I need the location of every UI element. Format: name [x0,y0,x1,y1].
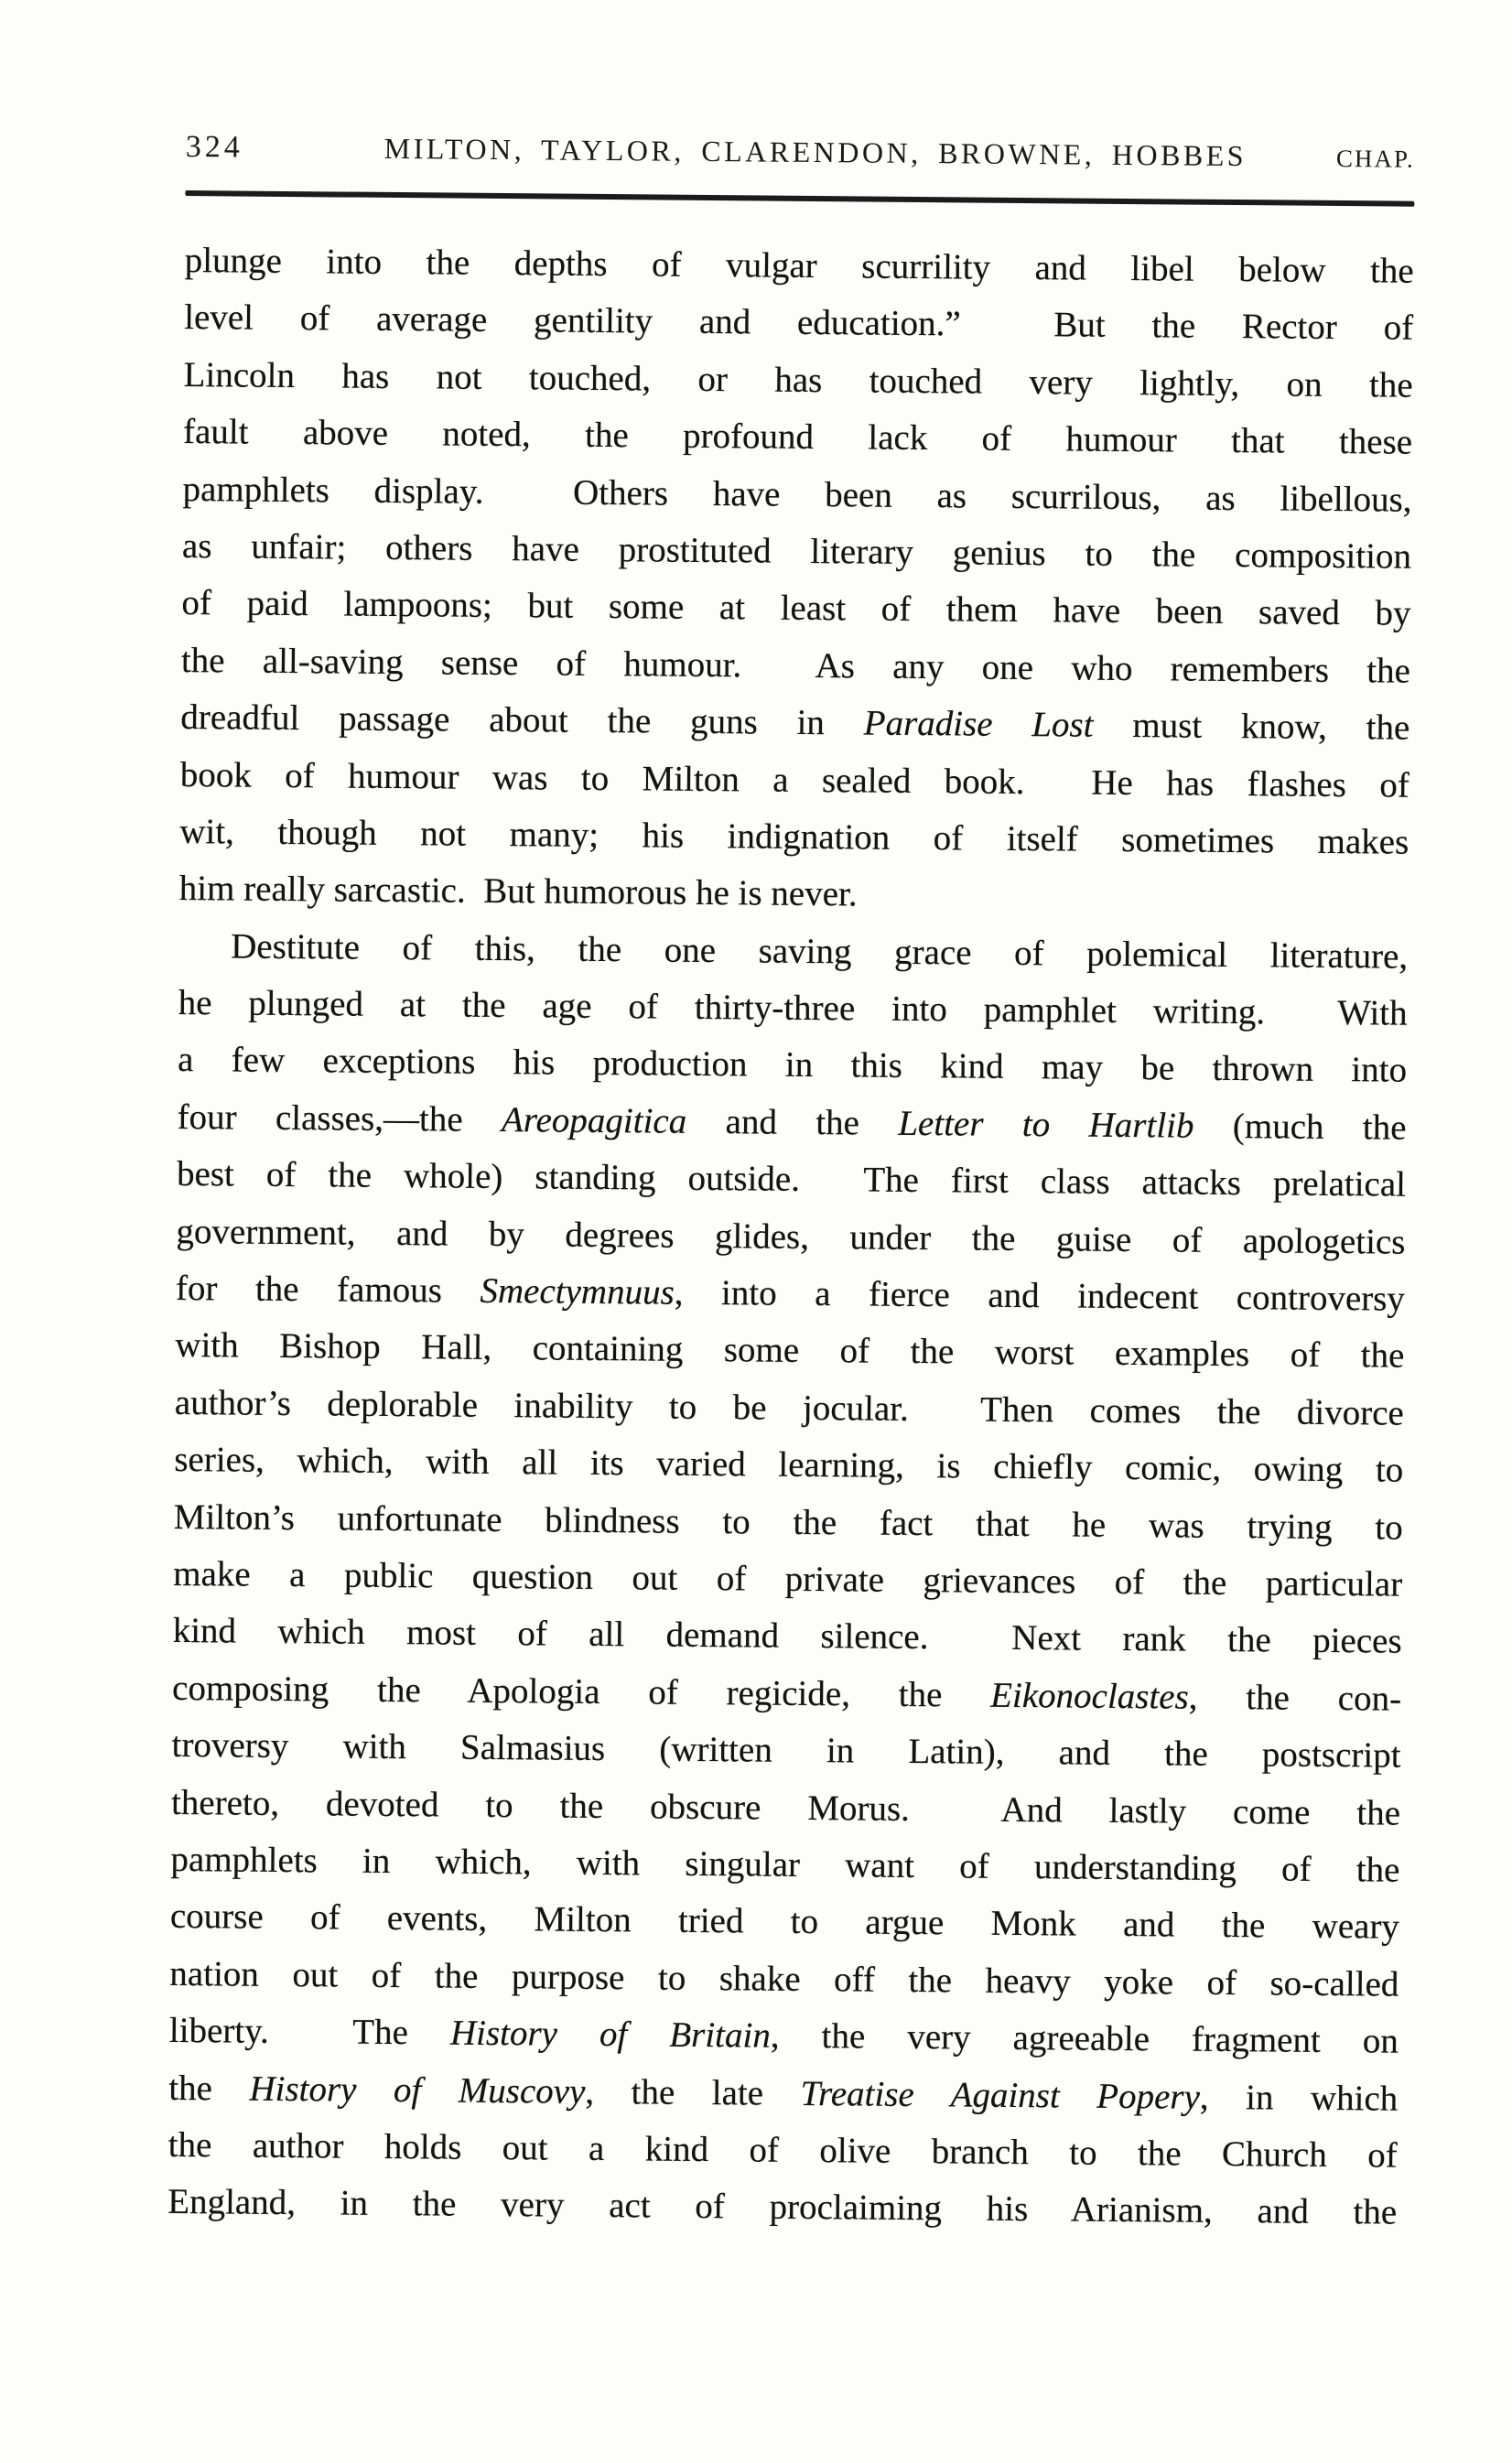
text-line [169,1946,1399,2014]
page-content [167,130,1415,2242]
text-segment: course of events, Milton tried to argue Monk and the weary [169,1896,1400,1947]
text-line [178,1032,1407,1099]
text-line [181,575,1410,643]
running-title: MILTON, TAYLOR, CLARENDON, BROWNE, HOBBES [383,131,1247,173]
text-segment: , the late [585,2071,801,2113]
text-segment: thereto, devoted to the obscure Morus. And lastly come the [170,1782,1401,1833]
italic-work-title: Letter to Hartlib [898,1103,1194,1146]
text-line [184,232,1413,300]
text-segment: , the very agreeable fragment on [770,2015,1399,2061]
chapter-label: CHAP. [1335,144,1415,173]
text-segment: (much the [1193,1106,1407,1148]
text-segment: , into a fierce and indecent controversy [674,1272,1406,1319]
text-segment: nation out of the purpose to shake off the heavy yoke of so-called [169,1953,1399,2004]
text-line [180,746,1409,814]
text-segment: , in which [1199,2077,1399,2119]
italic-work-title: Eikonoclastes [989,1675,1189,1717]
text-segment: him really sarcastic. But humorous he is never. [178,869,858,914]
page-body [167,232,1414,2242]
text-line [171,1717,1400,1785]
text-line [181,632,1410,700]
text-segment: must know, the [1093,705,1410,748]
text-line [168,2117,1398,2185]
header-rule [185,190,1414,207]
text-segment: four classes,—the [177,1096,502,1140]
text-line [175,1375,1404,1442]
text-line [167,2174,1397,2242]
page-number: 324 [185,130,243,165]
text-line [177,1146,1406,1214]
text-segment: author’s deplorable inability to be jocular. Then comes the divorce [174,1382,1405,1433]
text-line [172,1660,1401,1728]
text-segment: wit, though not many; his indignation of itself sometimes makes [179,811,1409,862]
italic-work-title: Smectymnuus [480,1270,675,1313]
text-segment: the [168,2068,250,2109]
text-line [172,1603,1401,1670]
italic-work-title: History of Britain [449,2013,772,2056]
text-segment: liberty. The [168,2011,451,2053]
text-segment: composing the Apologia of regicide, the [171,1668,991,1715]
text-segment: with Bishop Hall, containing some of the worst examples of the [175,1325,1405,1377]
text-line [178,860,1408,928]
italic-work-title: Paradise Lost [863,703,1094,745]
italic-work-title: Areopagitica [501,1099,687,1141]
text-line [182,461,1411,529]
text-segment: for the famous [175,1268,481,1311]
text-line [169,2003,1399,2070]
text-segment: Destitute of this, the one saving grace of polemical literature, [231,926,1409,977]
text-line [182,518,1411,586]
text-segment: the all-saving sense of humour. As any one who remembers the [180,640,1411,691]
text-segment: pamphlets in which, with singular want of understanding of the [170,1839,1400,1890]
text-segment: as unfair; others have prostituted literary genius to the composition [181,525,1412,577]
text-line [178,918,1408,986]
text-segment: troversy with Salmasius (written in Latin), and the postscript [171,1725,1401,1776]
text-line [183,347,1412,415]
text-segment: England, in the very act of proclaiming his Arianism, and the [167,2182,1398,2232]
text-line [177,1089,1406,1157]
text-line [175,1317,1404,1385]
text-line [176,1204,1405,1271]
text-segment: government, and by degrees glides, under the guise of apologetics [176,1211,1406,1262]
page-header [186,130,1415,181]
text-segment: he plunged at the age of thirty-three into pamphlet writing. With [178,983,1408,1033]
text-segment: the author holds out a kind of olive branch to the Church of [167,2124,1398,2176]
text-line [179,804,1409,871]
text-segment: Lincoln has not touched, or has touched very lightly, on the [183,354,1413,405]
text-line [178,975,1407,1042]
text-line [174,1431,1403,1499]
text-line [168,2059,1398,2127]
text-line [183,404,1412,471]
italic-work-title: Treatise Against Popery [800,2073,1201,2117]
text-line [171,1774,1400,1842]
text-line [174,1489,1403,1557]
text-segment: pamphlets display. Others have been as scurrilous, as libellous, [182,469,1412,520]
text-segment: of paid lampoons; but some at least of them have been saved by [181,583,1411,634]
text-segment: a few exceptions his production in this kind may be thrown into [177,1040,1408,1091]
text-segment: make a public question out of private grievances of the particular [173,1553,1403,1604]
text-segment: series, which, with all its varied learning, is chiefly comic, owing to [174,1440,1404,1490]
text-segment: and the [686,1101,899,1143]
text-segment: fault above noted, the profound lack of humour that these [182,412,1413,462]
text-line [170,1831,1399,1899]
text-segment: Milton’s unfortunate blindness to the fact that he was trying to [173,1496,1403,1548]
text-line [180,689,1409,757]
text-segment: plunge into the depths of vulgar scurrility and libel below the [184,240,1414,291]
text-segment: book of humour was to Milton a sealed book. He has flashes of [179,754,1409,805]
text-segment: , the con- [1188,1677,1402,1719]
text-line [173,1546,1402,1614]
text-line [170,1888,1399,1956]
italic-work-title: History of Muscovy [249,2069,586,2112]
text-segment: kind which most of all demand silence. Next rank the pieces [172,1611,1402,1662]
text-line [176,1260,1405,1328]
text-segment: dreadful passage about the guns in [180,697,864,743]
text-segment: best of the whole) standing outside. The first class attacks prelatical [176,1154,1407,1204]
text-segment: level of average gentility and education.” But the Rector of [184,297,1414,349]
text-line [184,289,1413,357]
